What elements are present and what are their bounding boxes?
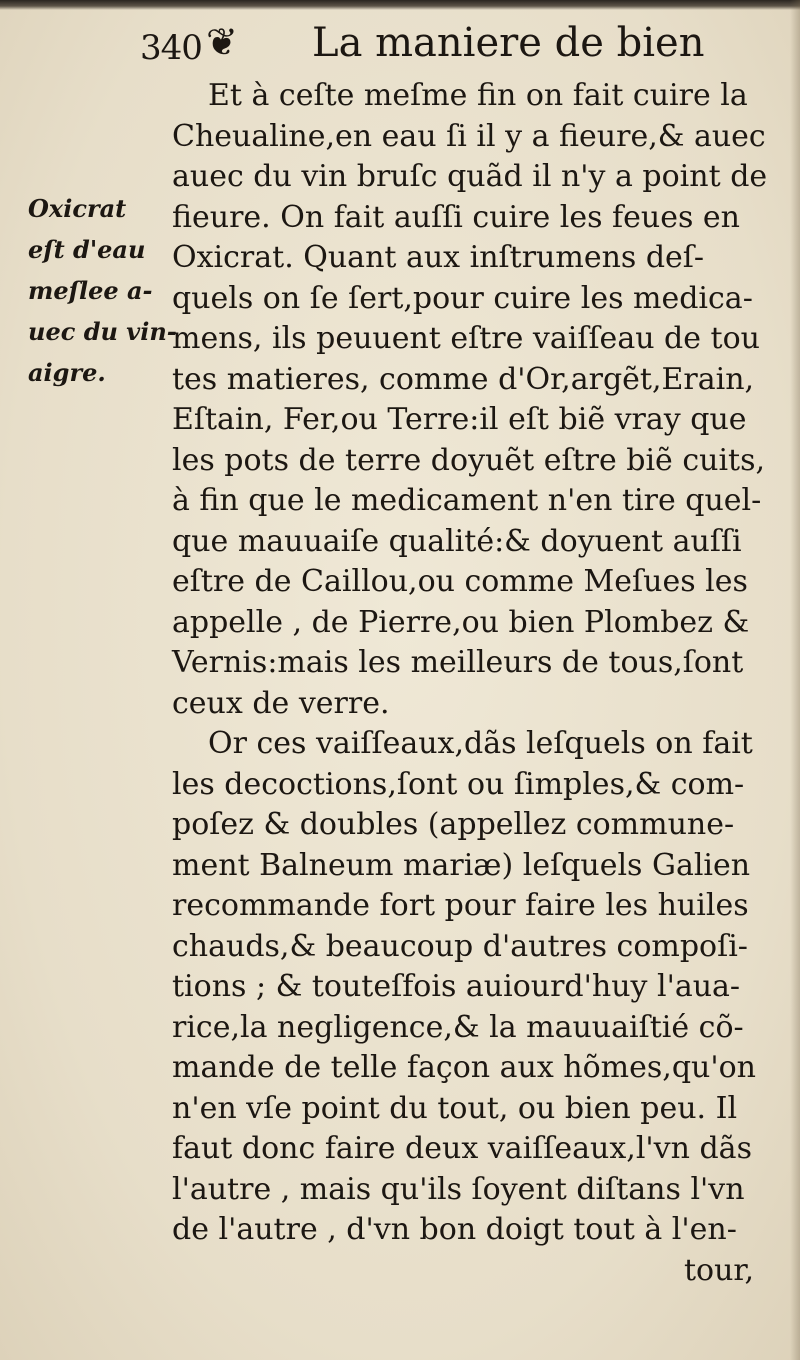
fleuron-ornament-icon: ❦ bbox=[206, 20, 238, 64]
text-line: quels on ſe ſert,pour cuire les medica- bbox=[172, 280, 753, 316]
text-line: que mauuaiſe qualité:& doyuent auſſi bbox=[172, 523, 742, 559]
text-line: recommande fort pour faire les huiles bbox=[172, 888, 749, 923]
text-line: chauds,& beaucoup d'autres compoſi- bbox=[172, 928, 748, 964]
text-line: eſtre de Caillou,ou comme Meſues les bbox=[172, 564, 748, 599]
text-line: rice,la negligence,& la mauuaiſtié cõ- bbox=[172, 1009, 744, 1045]
margin-note-line: uec du vin- bbox=[28, 317, 177, 346]
text-line: mens, ils peuuent eſtre vaiſſeau de tou bbox=[172, 321, 760, 356]
margin-note-line: aigre. bbox=[28, 358, 106, 387]
text-line: les pots de terre doyuẽt eſtre biẽ cuits, bbox=[172, 442, 766, 478]
margin-note-line: Oxicrat bbox=[28, 194, 127, 223]
text-line: l'autre , mais qu'ils ſoyent diſtans l'vn bbox=[172, 1171, 745, 1207]
margin-note-line: meſlee a- bbox=[28, 276, 153, 305]
text-line: ment Balneum mariæ) leſquels Galien bbox=[172, 847, 751, 883]
text-line: tes matieres, comme d'Or,argẽt,Erain, bbox=[172, 361, 755, 397]
text-line: Eſtain, Fer,ou Terre:il eſt biẽ vray que bbox=[172, 402, 747, 437]
catchword: tour, bbox=[683, 1252, 754, 1288]
text-line: les decoctions,ſont ou ſimples,& com- bbox=[172, 766, 745, 802]
text-line: Or ces vaiſſeaux,dãs leſquels on fait bbox=[208, 726, 753, 761]
body-text bbox=[172, 76, 792, 1291]
text-line: Vernis:mais les meilleurs de tous,ſont bbox=[172, 645, 744, 680]
text-line: Et à ceſte meſme fin on fait cuire la bbox=[208, 78, 748, 113]
page-top-shadow bbox=[0, 0, 800, 10]
text-line: poſez & doubles (appellez commune- bbox=[172, 807, 735, 842]
text-line: fieure. On fait auſſi cuire les feues en bbox=[172, 199, 740, 235]
text-line: Cheualine,en eau ſi il y a fieure,& auec bbox=[172, 118, 766, 154]
text-line: appelle , de Pierre,ou bien Plombez & bbox=[172, 604, 750, 640]
text-line: mande de telle façon aux hõmes,qu'on bbox=[172, 1050, 756, 1085]
text-line: Oxicrat. Quant aux inſtrumens deſ- bbox=[172, 240, 705, 275]
text-line: auec du vin bruſc quãd il n'y a point de bbox=[172, 159, 768, 194]
text-line: faut donc faire deux vaiſſeaux,l'vn dãs bbox=[172, 1131, 752, 1166]
text-line: ceux de verre. bbox=[172, 685, 390, 721]
margin-note bbox=[28, 188, 178, 393]
text-line: tions ; & touteſfois auiourd'huy l'aua- bbox=[172, 969, 741, 1004]
page-number: 340 bbox=[140, 28, 202, 68]
page-header bbox=[140, 16, 760, 74]
margin-note-line: eſt d'eau bbox=[28, 235, 146, 264]
text-line: de l'autre , d'vn bon doigt tout à l'en- bbox=[172, 1212, 737, 1247]
text-line: n'en vſe point du tout, ou bien peu. Il bbox=[172, 1090, 738, 1126]
text-line: à fin que le medicament n'en tire quel- bbox=[172, 483, 762, 518]
running-title: La maniere de bien bbox=[312, 20, 705, 66]
